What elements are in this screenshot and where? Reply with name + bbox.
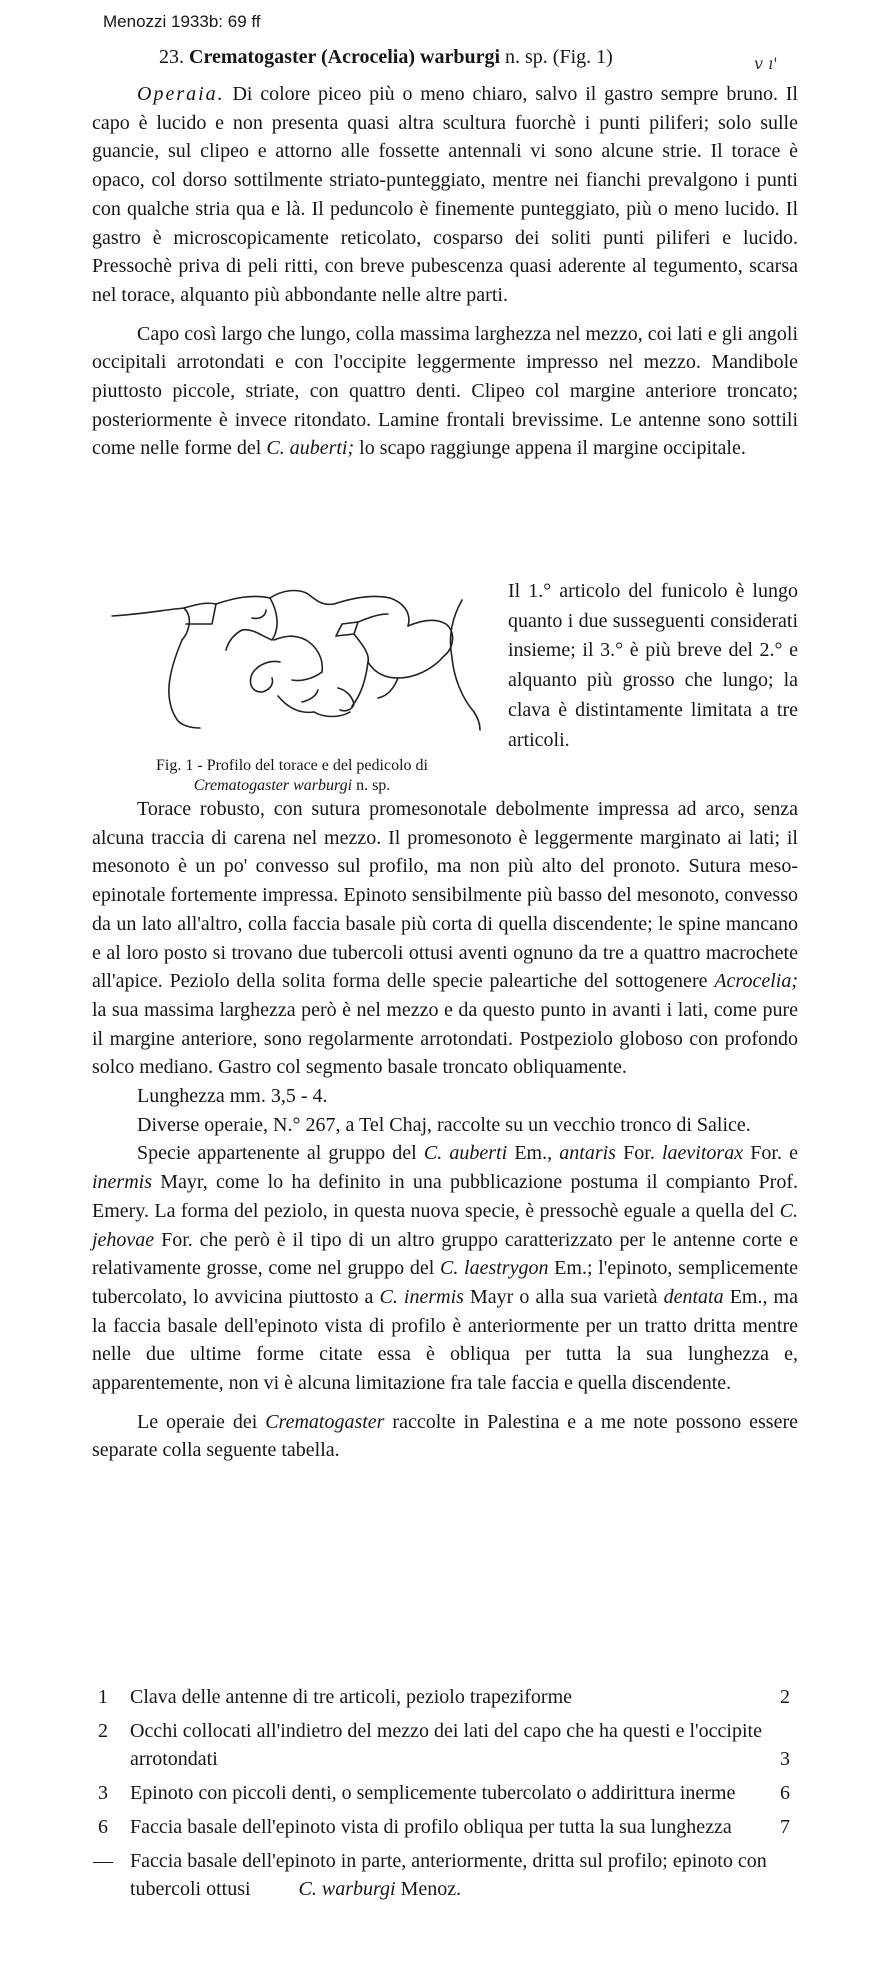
key-text-body: Faccia basale dell'epinoto in parte, anteriormente, dritta sul profilo; epinoto con tubercoli ottusi	[130, 1849, 767, 1901]
operaia-label: Operaia.	[137, 83, 225, 105]
species-suffix: n. sp. (Fig. 1)	[500, 46, 613, 68]
paragraph-text: For.	[615, 1142, 662, 1165]
description-block-2	[92, 795, 798, 1465]
key-text	[130, 1847, 798, 1904]
key-row	[92, 1683, 798, 1712]
paragraph-text: Di colore piceo più o meno chiaro, salvo il gastro sempre bruno. Il capo è lucido e non presenta quasi altra scultura fuorchè i punti piliferi; solo sulle guancie, sul clipeo e attorno alle fossette antennali vi sono alcune strie. Il torace è opaco, col dorso sottilmente striato-punteggiato, mentre nei fianchi prevalgono i punti con qualche stria qua e là. Il peduncolo è finemente punteggiato, più o meno lucido. Il gastro è microscopicamente reticolato, cosparso dei soliti punti piliferi e lucido. Pressochè priva di peli ritti, con breve pubescenza quasi aderente al tegumento, scarsa nel torace, alquanto più abbondante nelle altre parti.	[92, 83, 798, 306]
italic-species: laevitorax	[662, 1142, 744, 1165]
key-number: 3	[98, 1782, 108, 1805]
paragraph-text: Mayr, come lo ha definito in una pubblicazione postuma il compianto Prof. Emery. La forma del peziolo, in questa nuova specie, è pressochè eguale a quella del	[92, 1171, 798, 1222]
key-number: 2	[98, 1719, 108, 1742]
caption-text: Fig. 1 - Profilo del torace e del pedicolo di	[156, 757, 428, 774]
paragraph-key-intro	[92, 1408, 798, 1465]
handwritten-margin-mark: v ı'	[754, 54, 778, 73]
paragraph-text: Capo così largo che lungo, colla massima larghezza nel mezzo, coi lati e gli angoli occipitali arrotondati e con l'occipite leggermente impresso nel mezzo. Mandibole piuttosto piccole, striate, con quattro denti. Clipeo col margine anteriore troncato; posteriormente è invece ritondato. Lamine frontali brevissime. Le antenne sono sottili come nelle forme del	[92, 322, 798, 460]
key-text: Epinoto con piccoli denti, o semplicemente tubercolato o addirittura inerme	[130, 1782, 736, 1805]
paragraph-text: Em.; l'epinoto, semplicemente tubercolato, lo avvicina piuttosto a	[92, 1257, 799, 1308]
key-text: Occhi collocati all'indietro del mezzo dei lati del capo che ha questi e l'occipite arrotondati	[130, 1719, 762, 1771]
paragraph-text: Specie appartenente al gruppo del	[137, 1142, 424, 1165]
italic-species: C. jehovae	[92, 1199, 798, 1251]
paragraph-text: Le operaie dei	[137, 1410, 266, 1433]
key-row	[92, 1779, 798, 1808]
paragraph-material: Diverse operaie, N.° 267, a Tel Chaj, raccolte su un vecchio tronco di Salice.	[137, 1113, 751, 1136]
key-number: 6	[98, 1815, 108, 1838]
italic-species: C. auberti;	[266, 437, 355, 460]
paragraph-lunghezza: Lunghezza mm. 3,5 - 4.	[137, 1085, 328, 1108]
key-text: Clava delle antenne di tre articoli, peziolo trapeziforme	[130, 1686, 573, 1708]
paragraph-text: raccolte in Palestina e a me note possono essere separate colla seguente tabella.	[92, 1410, 799, 1462]
figure-1	[92, 578, 492, 793]
side-paragraph-funicolo: Il 1.° articolo del funicolo è lungo quanto i due susseguenti considerati insieme; il 3.° è più breve del 2.° e alquanto più grosso che lungo; la clava è distintamente limitata a tre articoli.	[508, 580, 798, 751]
paragraph-text: lo scapo raggiunge appena il margine occipitale.	[354, 437, 746, 460]
species-number: 23.	[159, 46, 184, 68]
paragraph-head	[92, 320, 798, 464]
description-block-1	[92, 80, 798, 463]
key-author: Menoz.	[395, 1878, 462, 1901]
paragraph-text: Em.,	[507, 1142, 560, 1165]
italic-species: antaris	[559, 1142, 616, 1165]
italic-genus: Crematogaster	[265, 1410, 385, 1433]
paragraph-text: For. e	[743, 1142, 798, 1165]
paragraph-text: Em., ma la faccia basale dell'epinoto vista di profilo è anteriormente per un tratto dritta mentre nelle due ultime forme citate essa è obliqua per tutta la sua lunghezza e, apparentemente, non vi è alcuna limitazione fra tale faccia e quella discendente.	[92, 1285, 798, 1395]
citation-reference: Menozzi 1933b: 69 ff	[103, 12, 261, 31]
key-row	[92, 1847, 798, 1904]
key-number: 1	[98, 1686, 108, 1708]
paragraph-text: For. che però è il tipo di un altro gruppo caratterizzato per le antenne corte e relativamente grosse, come nel gruppo del	[92, 1228, 798, 1280]
paragraph-text: Torace robusto, con sutura promesonotale debolmente impressa ad arco, senza alcuna traccia di carena nel mezzo. Il promesonoto è leggermente marginato ai lati; il mesonoto è un po' convesso sul profilo, ma non più alto del pronoto. Sutura meso-epinotale fortemente impressa. Epinoto sensibilmente più basso del mesonoto, convesso da un lato all'altro, colla faccia basale più corta di quella discendente; le spine mancano e al loro posto si trovano due tubercoli ottusi aventi ognuno da tre a quattro macrochete all'apice. Peziolo della solita forma delle specie paleartiche del sottogenere	[92, 798, 798, 993]
paragraph-text: la sua massima larghezza però è nel mezzo e da questo punto in avanti i lati, come pure il margine anteriore, sono regolarmente arrotondati. Postpeziolo globoso con profondo solco mediano. Gastro col segmento basale troncato obliquamente.	[92, 998, 798, 1079]
key-number: —	[93, 1849, 113, 1872]
caption-tail: n. sp.	[352, 777, 391, 794]
italic-species: inermis	[92, 1171, 152, 1194]
key-lead: 6	[780, 1782, 790, 1805]
key-lead: 2	[780, 1686, 790, 1708]
italic-species: C. inermis	[379, 1285, 464, 1308]
key-row	[92, 1717, 798, 1774]
species-name: Crematogaster (Acrocelia) warburgi	[189, 46, 501, 68]
identification-key	[92, 1683, 798, 1909]
key-row	[92, 1813, 798, 1842]
italic-species: C. auberti	[423, 1142, 508, 1165]
figure-caption	[92, 756, 492, 796]
italic-subgenus: Acrocelia;	[714, 970, 798, 993]
key-lead: 3	[780, 1748, 790, 1771]
paragraph-torace	[92, 795, 798, 1082]
species-heading	[159, 46, 613, 69]
paragraph-text: Mayr o alla sua varietà	[463, 1285, 664, 1308]
paragraph-discussion	[92, 1139, 798, 1397]
key-text: Faccia basale dell'epinoto vista di profilo obliqua per tutta la sua lunghezza	[130, 1815, 732, 1838]
italic-species: C. laestrygon	[439, 1257, 549, 1280]
italic-variety: dentata	[663, 1285, 724, 1308]
caption-species: Crematogaster warburgi	[193, 777, 353, 794]
paragraph-operaia	[92, 80, 798, 310]
key-species: C. warburgi	[298, 1878, 396, 1901]
thorax-profile-drawing	[102, 578, 482, 743]
key-lead: 7	[780, 1815, 790, 1838]
